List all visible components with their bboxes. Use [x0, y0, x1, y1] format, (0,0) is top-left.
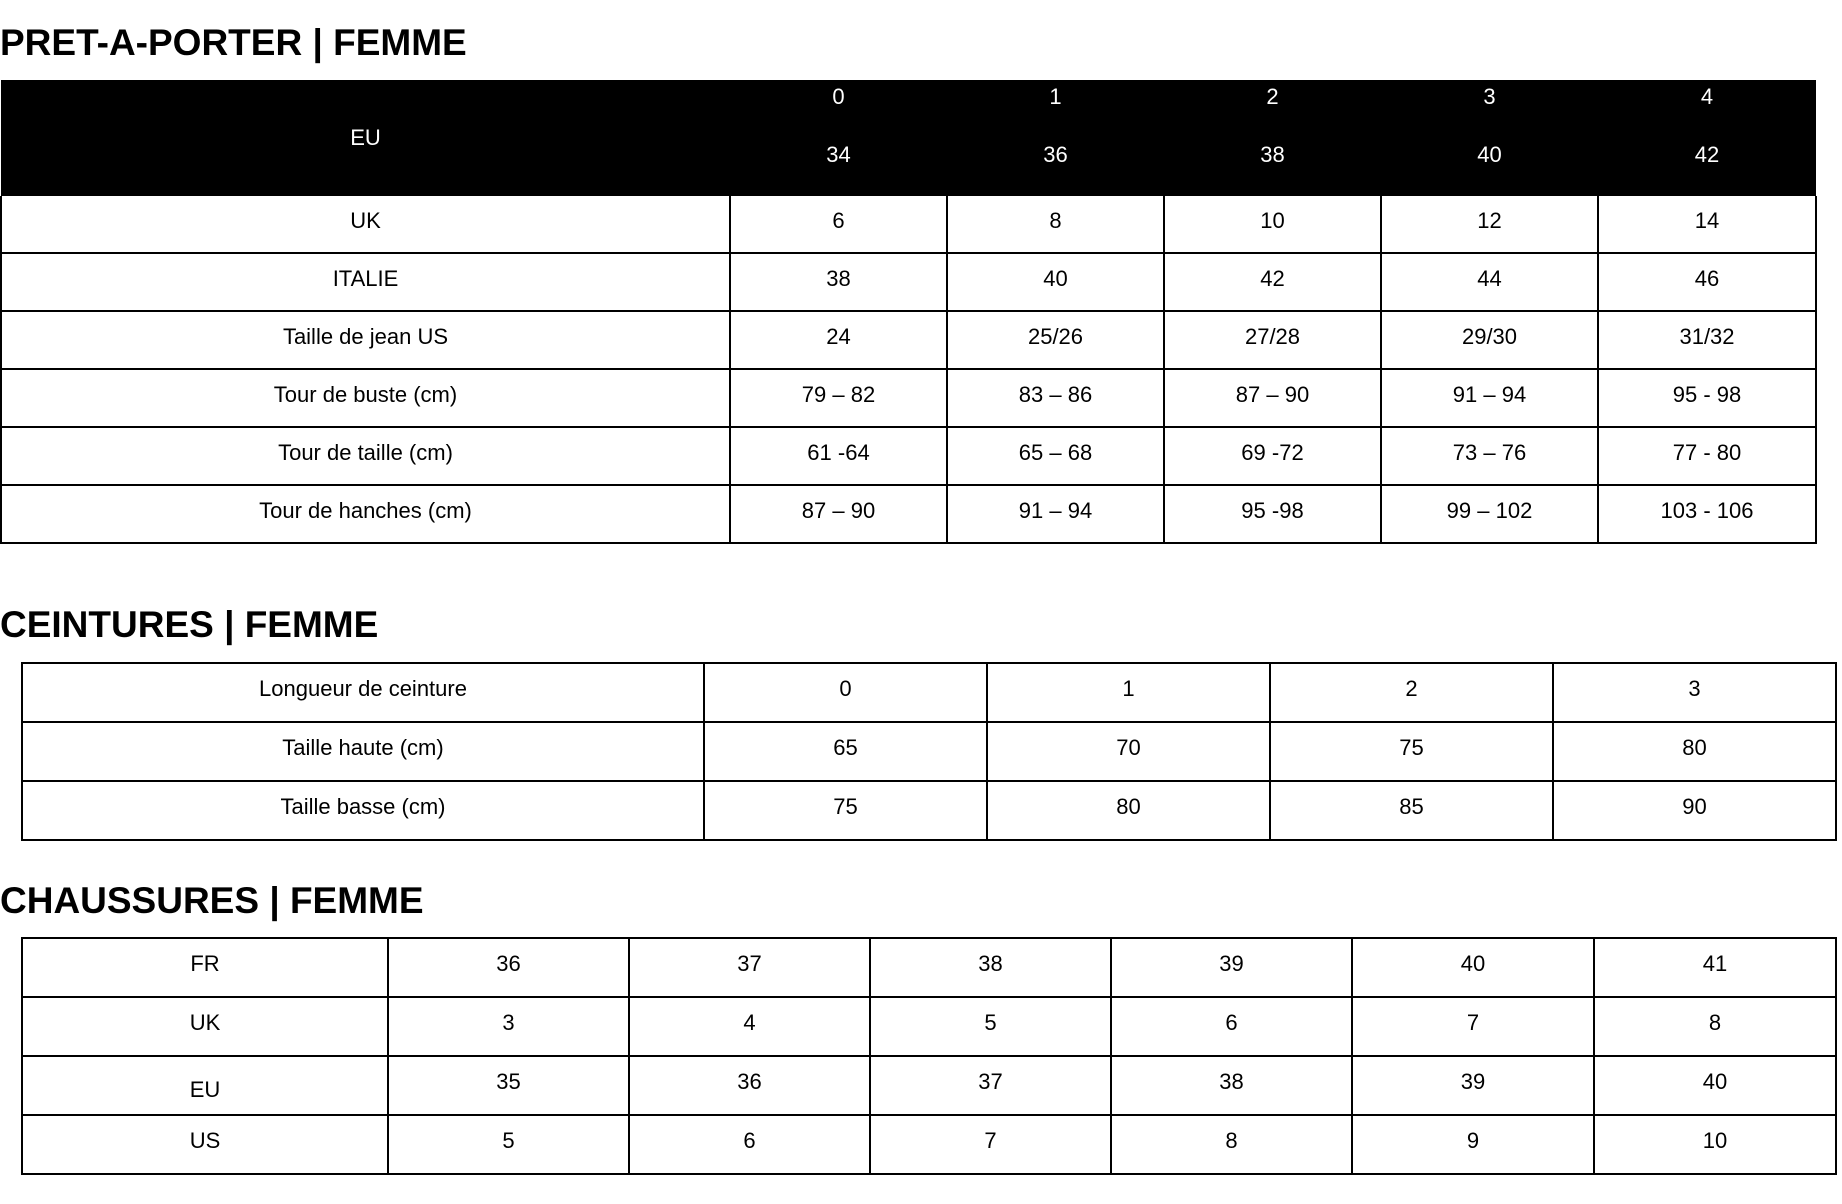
table-row [1, 485, 1816, 543]
table-cell: 3 [388, 997, 629, 1056]
table-cell: 27/28 [1164, 311, 1381, 369]
shoes-size-table [21, 937, 1837, 1175]
section-title-belts: CEINTURES | FEMME [0, 604, 379, 645]
table-cell: 24 [730, 311, 947, 369]
table-row [1, 253, 1816, 311]
table-cell: 2 [1270, 663, 1553, 722]
table-cell: 85 [1270, 781, 1553, 840]
header-size-cell: 3 40 [1381, 80, 1598, 196]
section-title-ready-to-wear: PRET-A-PORTER | FEMME [0, 22, 467, 63]
table-cell: 3 [1553, 663, 1836, 722]
row-label: EU [22, 1056, 388, 1115]
table-cell: 46 [1598, 253, 1816, 311]
table-cell: 39 [1111, 938, 1352, 997]
table-cell: 75 [704, 781, 987, 840]
table-cell: 87 – 90 [1164, 369, 1381, 427]
table-row [22, 938, 1836, 997]
table-cell: 65 – 68 [947, 427, 1164, 485]
table-cell: 38 [730, 253, 947, 311]
table-cell: 95 -98 [1164, 485, 1381, 543]
row-label: US [22, 1115, 388, 1174]
row-label: Longueur de ceinture [22, 663, 704, 722]
table-cell: 44 [1381, 253, 1598, 311]
row-label: UK [1, 196, 730, 253]
section-title-shoes: CHAUSSURES | FEMME [0, 880, 424, 921]
table-cell: 65 [704, 722, 987, 781]
table-row [1, 427, 1816, 485]
table-cell: 6 [730, 196, 947, 253]
table-cell: 103 - 106 [1598, 485, 1816, 543]
table-cell: 36 [629, 1056, 870, 1115]
table-cell: 41 [1594, 938, 1836, 997]
table-cell: 73 – 76 [1381, 427, 1598, 485]
table-cell: 9 [1352, 1115, 1594, 1174]
table-cell: 25/26 [947, 311, 1164, 369]
table-cell: 5 [870, 997, 1111, 1056]
table-cell: 31/32 [1598, 311, 1816, 369]
table-cell: 38 [1111, 1056, 1352, 1115]
table-cell: 37 [870, 1056, 1111, 1115]
table-cell: 91 – 94 [947, 485, 1164, 543]
header-size-cell: 4 42 [1598, 80, 1816, 196]
table-cell: 70 [987, 722, 1270, 781]
table-row [22, 663, 1836, 722]
table-cell: 5 [388, 1115, 629, 1174]
table-cell: 8 [947, 196, 1164, 253]
table-cell: 10 [1164, 196, 1381, 253]
table-cell: 37 [629, 938, 870, 997]
row-label: UK [22, 997, 388, 1056]
header-size-cell: 1 36 [947, 80, 1164, 196]
table-row [22, 1115, 1836, 1174]
table-cell: 80 [1553, 722, 1836, 781]
table-cell: 83 – 86 [947, 369, 1164, 427]
table-cell: 95 - 98 [1598, 369, 1816, 427]
table-cell: 29/30 [1381, 311, 1598, 369]
table-row [22, 997, 1836, 1056]
table-cell: 6 [1111, 997, 1352, 1056]
table-cell: 40 [947, 253, 1164, 311]
table-cell: 77 - 80 [1598, 427, 1816, 485]
table-cell: 38 [870, 938, 1111, 997]
table-cell: 79 – 82 [730, 369, 947, 427]
row-label: Tour de hanches (cm) [1, 485, 730, 543]
table-cell: 91 – 94 [1381, 369, 1598, 427]
table-cell: 42 [1164, 253, 1381, 311]
table-cell: 87 – 90 [730, 485, 947, 543]
table-cell: 14 [1598, 196, 1816, 253]
table-row [1, 196, 1816, 253]
table-cell: 80 [987, 781, 1270, 840]
table-header-row [1, 80, 1816, 196]
row-label: Taille haute (cm) [22, 722, 704, 781]
row-label: ITALIE [1, 253, 730, 311]
row-label: FR [22, 938, 388, 997]
table-row [22, 781, 1836, 840]
table-cell: 7 [1352, 997, 1594, 1056]
table-row [1, 311, 1816, 369]
table-cell: 8 [1111, 1115, 1352, 1174]
table-cell: 6 [629, 1115, 870, 1174]
table-row [1, 369, 1816, 427]
table-cell: 10 [1594, 1115, 1836, 1174]
table-cell: 12 [1381, 196, 1598, 253]
table-cell: 40 [1352, 938, 1594, 997]
ready-to-wear-size-table [0, 80, 1817, 544]
row-label: Tour de buste (cm) [1, 369, 730, 427]
row-label: Tour de taille (cm) [1, 427, 730, 485]
header-size-cell: 2 38 [1164, 80, 1381, 196]
table-cell: 99 – 102 [1381, 485, 1598, 543]
table-cell: 35 [388, 1056, 629, 1115]
table-cell: 40 [1594, 1056, 1836, 1115]
table-cell: 4 [629, 997, 870, 1056]
row-label: Taille de jean US [1, 311, 730, 369]
table-cell: 69 -72 [1164, 427, 1381, 485]
row-label: Taille basse (cm) [22, 781, 704, 840]
table-cell: 36 [388, 938, 629, 997]
table-cell: 1 [987, 663, 1270, 722]
table-cell: 75 [1270, 722, 1553, 781]
table-cell: 0 [704, 663, 987, 722]
table-cell: 90 [1553, 781, 1836, 840]
belts-size-table [21, 662, 1837, 841]
header-label-eu: EU [1, 80, 730, 196]
table-cell: 8 [1594, 997, 1836, 1056]
header-size-cell: 0 34 [730, 80, 947, 196]
table-cell: 39 [1352, 1056, 1594, 1115]
table-row [22, 722, 1836, 781]
table-cell: 7 [870, 1115, 1111, 1174]
table-cell: 61 -64 [730, 427, 947, 485]
table-row [22, 1056, 1836, 1115]
